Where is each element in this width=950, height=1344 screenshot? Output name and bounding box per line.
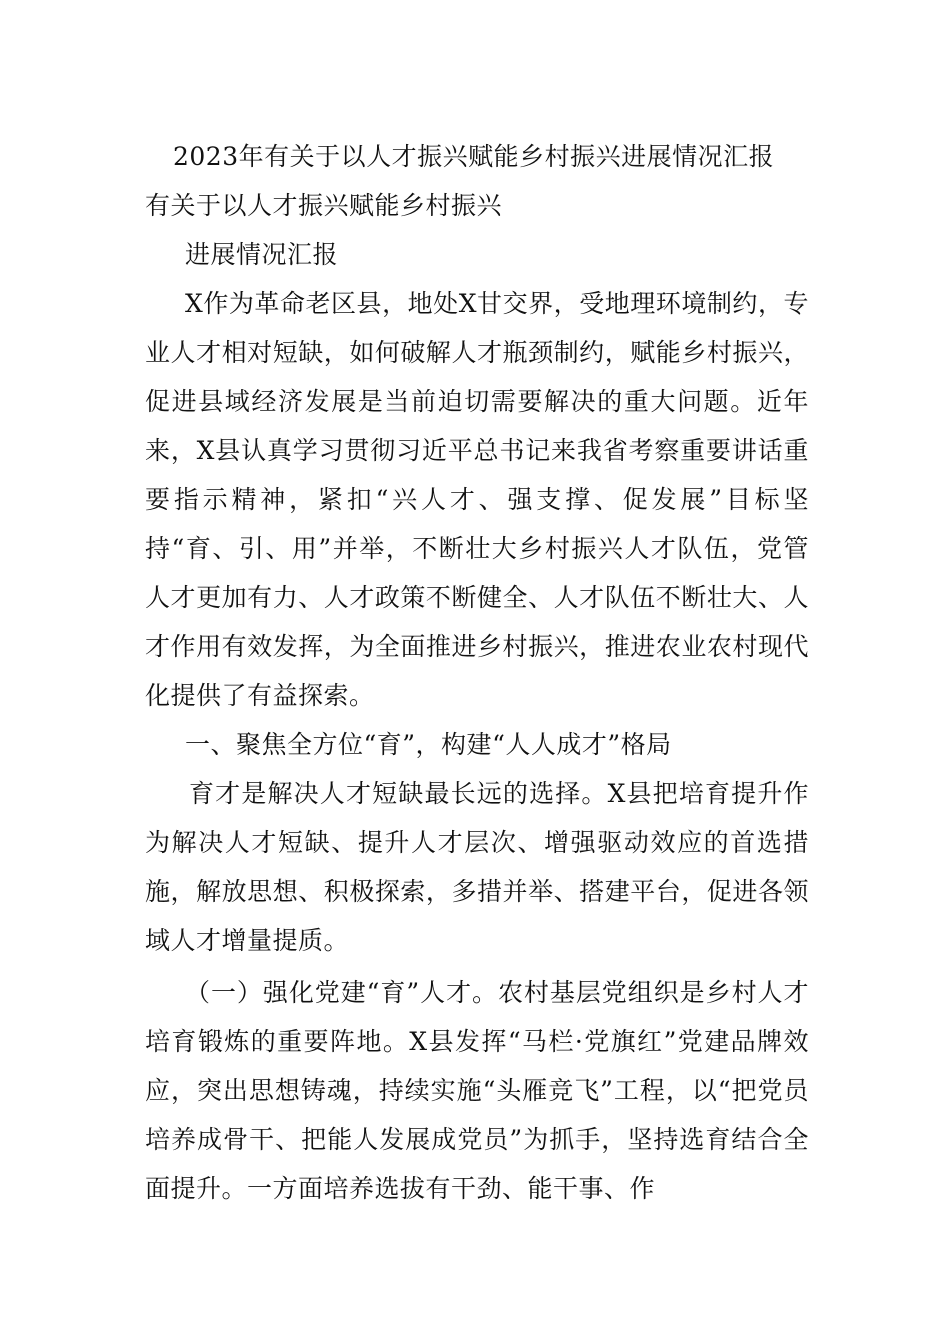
paragraph-intro: X作为革命老区县，地处X甘交界，受地理环境制约，专业人才相对短缺，如何破解人才瓶颈制约，赋能乡村振兴，促进县域经济发展是当前迫切需要解决的重大问题。近年来，X县认真学习贯彻习近平总书记来我省考察重要讲话重要指示精神，紧扣“兴人才、强支撑、促发展”目标坚持“育、引、用”并举，不断壮大乡村振兴人才队伍，党管人才更加有力、人才政策不断健全、人才队伍不断壮大、人才作用有效发挥，为全面推进乡村振兴，推进农业农村现代化提供了有益探索。 — [145, 289, 809, 710]
document-subtitle-line1: 有关于以人才振兴赋能乡村振兴 — [145, 191, 503, 220]
document-title: 2023年有关于以人才振兴赋能乡村振兴进展情况汇报 — [173, 142, 775, 171]
document-subtitle-line2: 进展情况汇报 — [185, 240, 339, 269]
paragraph-section-1: 育才是解决人才短缺最长远的选择。X县把培育提升作为解决人才短缺、提升人才层次、增强驱动效应的首选措施，解放思想、积极探索，多措并举、搭建平台，促进各领域人才增量提质。 — [145, 779, 809, 955]
section-heading-1: 一、聚焦全方位“育”，构建“人人成才”格局 — [185, 730, 672, 759]
document-body — [145, 132, 809, 1213]
paragraph-subsection-1: （一）强化党建“育”人才。农村基层党组织是乡村人才培育锻炼的重要阵地。X县发挥“马栏·党旗红”党建品牌效应，突出思想铸魂，持续实施“头雁竞飞”工程，以“把党员培养成骨干、把能人发展成党员”为抓手，坚持选育结合全面提升。一方面培养选拔有干劲、能干事、作 — [145, 978, 809, 1203]
